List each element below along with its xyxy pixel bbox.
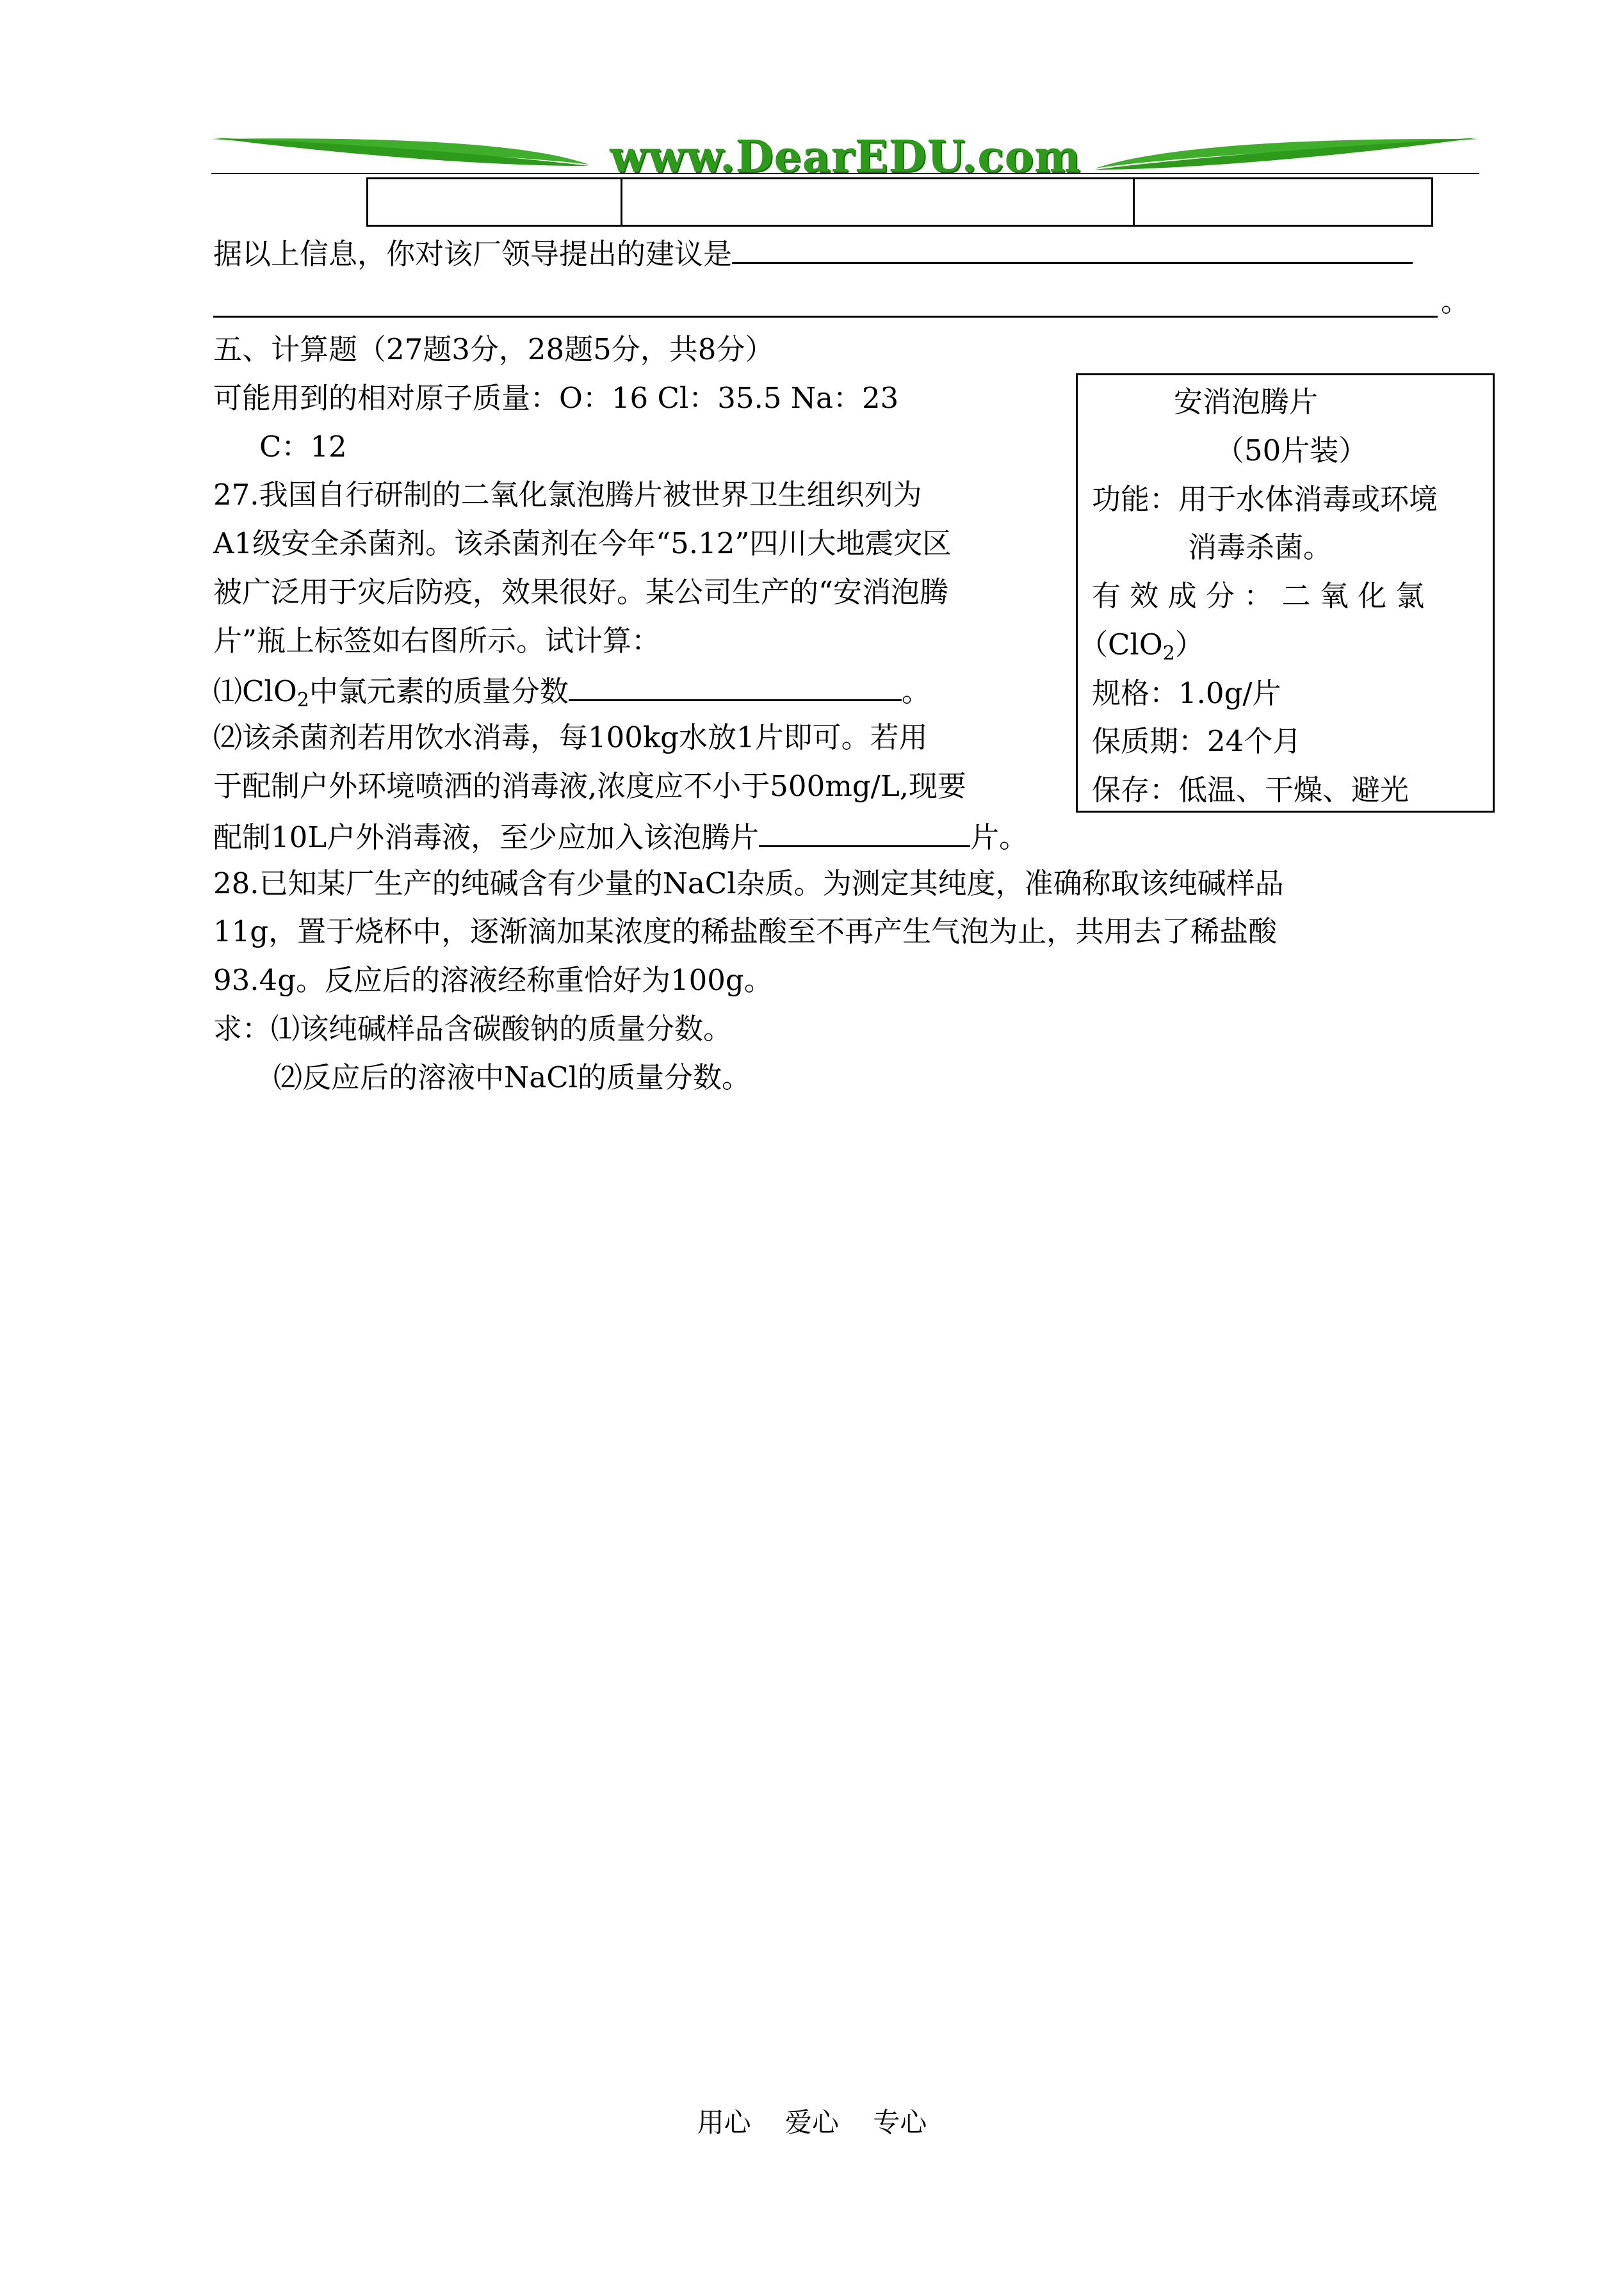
header-rule bbox=[211, 173, 1479, 174]
q27-sub1 bbox=[213, 671, 930, 710]
page-footer: 用心 爱心 专心 bbox=[697, 2107, 927, 2138]
q27-sub2-text: 配制10L户外消毒液，至少应加入该泡腾片 bbox=[213, 820, 759, 854]
section-heading: 五、计算题（27题3分，28题5分，共8分） bbox=[213, 332, 774, 366]
label-spec: 规格：1.0g/片 bbox=[1092, 676, 1281, 710]
q27-line1: 27.我国自行研制的二氧化氯泡腾片被世界卫生组织列为 bbox=[213, 478, 922, 512]
q27-sub2-line2: 于配制户外环境喷洒的消毒液,浓度应不小于500mg/L,现要 bbox=[213, 769, 967, 803]
q27-line4: 片”瓶上标签如右图所示。试计算： bbox=[213, 624, 661, 658]
atomic-masses-line2: C：12 bbox=[259, 430, 347, 464]
q27-sub1-text: 中氯元素的质量分数 bbox=[309, 674, 569, 708]
logo-text: www.DearEDU.com bbox=[610, 131, 1081, 182]
q27-sub2-line1: ⑵该杀菌剂若用饮水消毒，每100kg水放1片即可。若用 bbox=[213, 720, 928, 754]
label-function-line1: 功能：用于水体消毒或环境 bbox=[1092, 482, 1438, 516]
label-function-line2: 消毒杀菌。 bbox=[1188, 530, 1333, 564]
label-count: （50片装） bbox=[1215, 434, 1368, 467]
product-label-box bbox=[1076, 373, 1495, 813]
table-cell bbox=[621, 179, 1135, 225]
q28-ask2: ⑵反应后的溶液中NaCl的质量分数。 bbox=[273, 1060, 751, 1094]
q28-line2: 11g，置于烧杯中，逐渐滴加某浓度的稀盐酸至不再产生气泡为止，共用去了稀盐酸 bbox=[213, 914, 1278, 948]
table-remnant bbox=[366, 177, 1433, 227]
label-ingredient-suffix: ） bbox=[1174, 628, 1204, 661]
q28-ask1: 求：⑴该纯碱样品含碳酸钠的质量分数。 bbox=[213, 1012, 733, 1046]
q27-sub2-end: 片。 bbox=[970, 820, 1028, 854]
q27-line3: 被广泛用于灾后防疫，效果很好。某公司生产的“安消泡腾 bbox=[213, 575, 949, 609]
q27-sub1-blank[interactable] bbox=[569, 671, 902, 701]
q27-sub2-line3 bbox=[213, 817, 1028, 856]
q27-sub1-formula: ⑴ClO bbox=[213, 674, 297, 708]
q27-sub2-blank[interactable] bbox=[759, 817, 970, 847]
q27-line2: A1级安全杀菌剂。该杀菌剂在今年“5.12”四川大地震灾区 bbox=[213, 526, 952, 560]
advice-blank-line2[interactable] bbox=[213, 316, 1438, 318]
table-cell bbox=[368, 179, 622, 225]
label-ingredient-line1: 有 效 成 分 ： 二 氧 化 氯 bbox=[1092, 579, 1425, 613]
q27-sub1-end: 。 bbox=[901, 674, 930, 708]
label-storage: 保存：低温、干燥、避光 bbox=[1092, 773, 1409, 807]
atomic-masses-line1: 可能用到的相对原子质量：O：16 Cl：35.5 Na：23 bbox=[213, 381, 899, 415]
advice-end: 。 bbox=[1441, 284, 1470, 318]
advice-line bbox=[213, 234, 1413, 272]
q28-line3: 93.4g。反应后的溶液经称重恰好为100g。 bbox=[213, 963, 773, 997]
advice-blank[interactable] bbox=[732, 234, 1413, 264]
label-ingredient-subscript: 2 bbox=[1162, 642, 1175, 665]
q27-sub1-subscript: 2 bbox=[296, 689, 309, 711]
label-title: 安消泡腾片 bbox=[1174, 385, 1319, 419]
label-ingredient-line2 bbox=[1079, 627, 1204, 663]
advice-prompt: 据以上信息，你对该厂领导提出的建议是 bbox=[213, 237, 733, 271]
q28-line1: 28.已知某厂生产的纯碱含有少量的NaCl杂质。为测定其纯度，准确称取该纯碱样品 bbox=[213, 866, 1284, 900]
label-shelf-life: 保质期：24个月 bbox=[1092, 724, 1302, 758]
label-ingredient-formula: （ClO bbox=[1079, 628, 1163, 661]
